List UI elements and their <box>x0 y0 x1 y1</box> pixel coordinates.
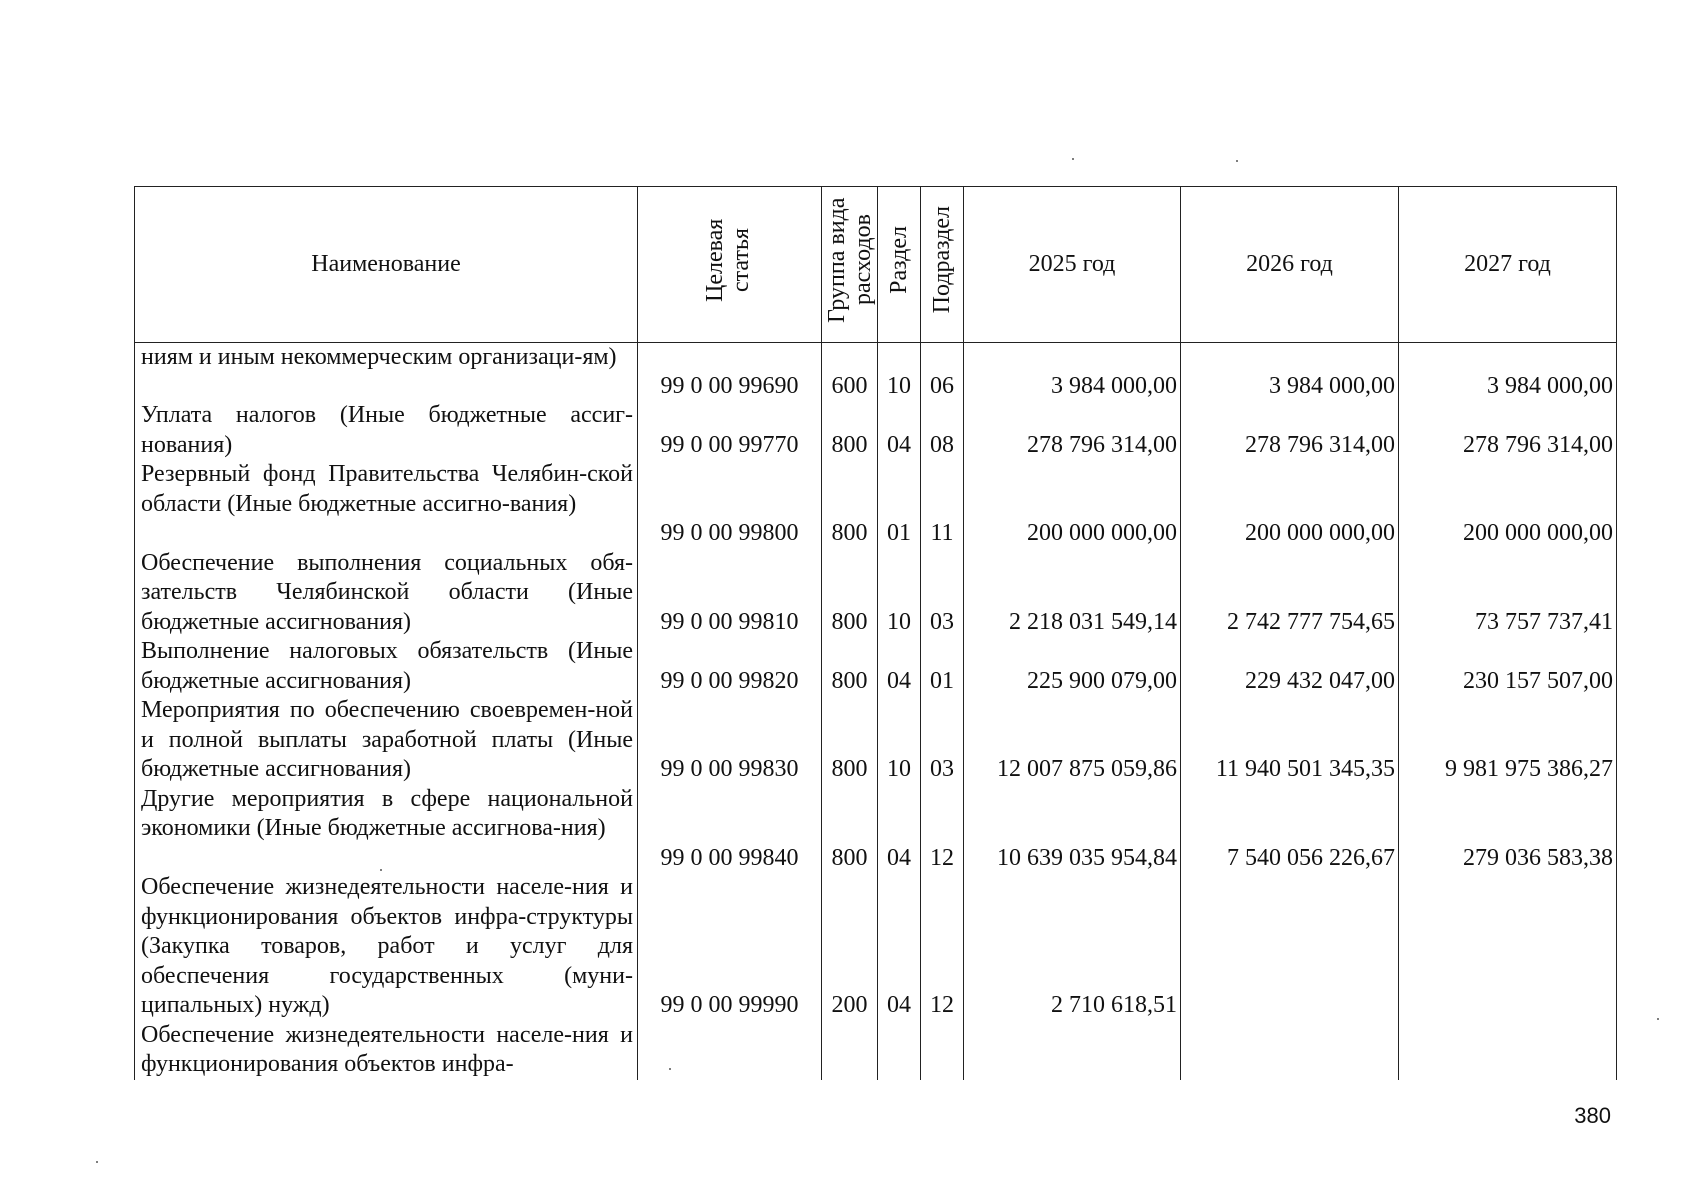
table-header-row <box>135 187 1617 343</box>
row-amount-2025: 2 710 618,51 <box>964 873 1181 1021</box>
table-row <box>135 460 1617 549</box>
row-target-article: 99 0 00 99840 <box>638 785 822 874</box>
row-section: 04 <box>878 785 921 874</box>
row-expense-group: 600 <box>822 342 878 401</box>
row-amount-2025: 200 000 000,00 <box>964 460 1181 549</box>
row-expense-group: 200 <box>822 873 878 1021</box>
row-empty-cell <box>638 1021 822 1080</box>
row-amount-2027: 278 796 314,00 <box>1399 401 1617 460</box>
row-amount-2026 <box>1181 873 1399 1021</box>
row-amount-2027 <box>1399 873 1617 1021</box>
row-empty-cell <box>964 1021 1181 1080</box>
scan-speck <box>1236 160 1238 162</box>
row-name-text: Обеспечение жизнедеятельности населе-ния и функционирования объектов инфра-структуры (Закупка товаров, работ и услуг для обеспечения государственных (муни-ципальных) нужд) <box>141 874 633 1018</box>
scan-speck <box>1657 1018 1659 1020</box>
row-section: 01 <box>878 460 921 549</box>
row-expense-group: 800 <box>822 401 878 460</box>
row-empty-cell <box>921 1021 964 1080</box>
header-expense-group: Группа вида расходов <box>822 187 878 343</box>
table-row <box>135 637 1617 696</box>
row-section: 04 <box>878 637 921 696</box>
row-amount-2025: 225 900 079,00 <box>964 637 1181 696</box>
row-amount-2027: 279 036 583,38 <box>1399 785 1617 874</box>
row-amount-2027: 9 981 975 386,27 <box>1399 696 1617 785</box>
row-amount-2026: 229 432 047,00 <box>1181 637 1399 696</box>
row-empty-cell <box>822 1021 878 1080</box>
row-target-article: 99 0 00 99990 <box>638 873 822 1021</box>
row-section: 10 <box>878 342 921 401</box>
row-amount-2026: 2 742 777 754,65 <box>1181 549 1399 638</box>
row-amount-2025: 10 639 035 954,84 <box>964 785 1181 874</box>
row-name <box>135 342 638 401</box>
row-amount-2026: 7 540 056 226,67 <box>1181 785 1399 874</box>
table-row <box>135 696 1617 785</box>
table-row <box>135 873 1617 1021</box>
row-name <box>135 1021 638 1080</box>
header-2027: 2027 год <box>1399 187 1617 343</box>
row-name <box>135 696 638 785</box>
row-expense-group: 800 <box>822 785 878 874</box>
row-name <box>135 637 638 696</box>
row-amount-2026: 278 796 314,00 <box>1181 401 1399 460</box>
row-empty-cell <box>1399 1021 1617 1080</box>
row-expense-group: 800 <box>822 637 878 696</box>
row-amount-2027: 73 757 737,41 <box>1399 549 1617 638</box>
row-name <box>135 873 638 1021</box>
budget-table <box>134 186 1617 1080</box>
row-empty-cell <box>878 1021 921 1080</box>
header-2026: 2026 год <box>1181 187 1399 343</box>
row-subsection: 01 <box>921 637 964 696</box>
row-name-text: Обеспечение жизнедеятельности населе-ния и функционирования объектов инфра- <box>141 1021 633 1077</box>
row-expense-group: 800 <box>822 696 878 785</box>
row-amount-2026: 3 984 000,00 <box>1181 342 1399 401</box>
page-number: 380 <box>1574 1103 1611 1128</box>
row-target-article: 99 0 00 99830 <box>638 696 822 785</box>
header-2025: 2025 год <box>964 187 1181 343</box>
header-target-article: Целевая статья <box>638 187 822 343</box>
row-amount-2025: 2 218 031 549,14 <box>964 549 1181 638</box>
row-subsection: 12 <box>921 785 964 874</box>
row-amount-2027: 200 000 000,00 <box>1399 460 1617 549</box>
row-name-text: ниям и иным некоммерческим организаци-ям) <box>141 343 617 370</box>
header-subsection: Подраздел <box>921 187 964 343</box>
row-name-text: Обеспечение выполнения социальных обя-зательств Челябинской области (Иные бюджетные ассигнования) <box>141 549 633 635</box>
row-section: 10 <box>878 696 921 785</box>
row-expense-group: 800 <box>822 460 878 549</box>
table-row <box>135 401 1617 460</box>
row-amount-2025: 3 984 000,00 <box>964 342 1181 401</box>
row-amount-2026: 11 940 501 345,35 <box>1181 696 1399 785</box>
table-row <box>135 785 1617 874</box>
row-name-text: Уплата налогов (Иные бюджетные ассиг-нования) <box>141 402 633 458</box>
row-subsection: 06 <box>921 342 964 401</box>
table-row <box>135 549 1617 638</box>
row-subsection: 08 <box>921 401 964 460</box>
row-amount-2027: 3 984 000,00 <box>1399 342 1617 401</box>
row-amount-2026: 200 000 000,00 <box>1181 460 1399 549</box>
row-name <box>135 460 638 549</box>
row-subsection: 03 <box>921 549 964 638</box>
header-name: Наименование <box>135 187 638 343</box>
row-target-article: 99 0 00 99820 <box>638 637 822 696</box>
row-amount-2025: 278 796 314,00 <box>964 401 1181 460</box>
scan-speck <box>1072 158 1074 160</box>
scan-speck <box>96 1161 98 1163</box>
row-name <box>135 785 638 874</box>
row-name-text: Мероприятия по обеспечению своевремен-ной и полной выплаты заработной платы (Иные бюджетные ассигнования) <box>141 697 633 782</box>
row-subsection: 12 <box>921 873 964 1021</box>
row-subsection: 11 <box>921 460 964 549</box>
scan-speck <box>380 869 382 871</box>
table-row <box>135 342 1617 401</box>
row-section: 04 <box>878 873 921 1021</box>
row-name <box>135 549 638 638</box>
row-name-text: Другие мероприятия в сфере национальной экономики (Иные бюджетные ассигнова-ния) <box>141 785 633 841</box>
row-target-article: 99 0 00 99810 <box>638 549 822 638</box>
row-empty-cell <box>1181 1021 1399 1080</box>
table-row-continued <box>135 1021 1617 1080</box>
header-section: Раздел <box>878 187 921 343</box>
row-name-text: Резервный фонд Правительства Челябин-ской области (Иные бюджетные ассигно-вания) <box>141 461 633 517</box>
scan-speck <box>669 1068 671 1070</box>
row-section: 04 <box>878 401 921 460</box>
row-section: 10 <box>878 549 921 638</box>
row-name <box>135 401 638 460</box>
row-name-text: Выполнение налоговых обязательств (Иные бюджетные ассигнования) <box>141 638 633 694</box>
row-target-article: 99 0 00 99770 <box>638 401 822 460</box>
row-expense-group: 800 <box>822 549 878 638</box>
row-target-article: 99 0 00 99800 <box>638 460 822 549</box>
row-subsection: 03 <box>921 696 964 785</box>
row-amount-2027: 230 157 507,00 <box>1399 637 1617 696</box>
row-target-article: 99 0 00 99690 <box>638 342 822 401</box>
row-amount-2025: 12 007 875 059,86 <box>964 696 1181 785</box>
